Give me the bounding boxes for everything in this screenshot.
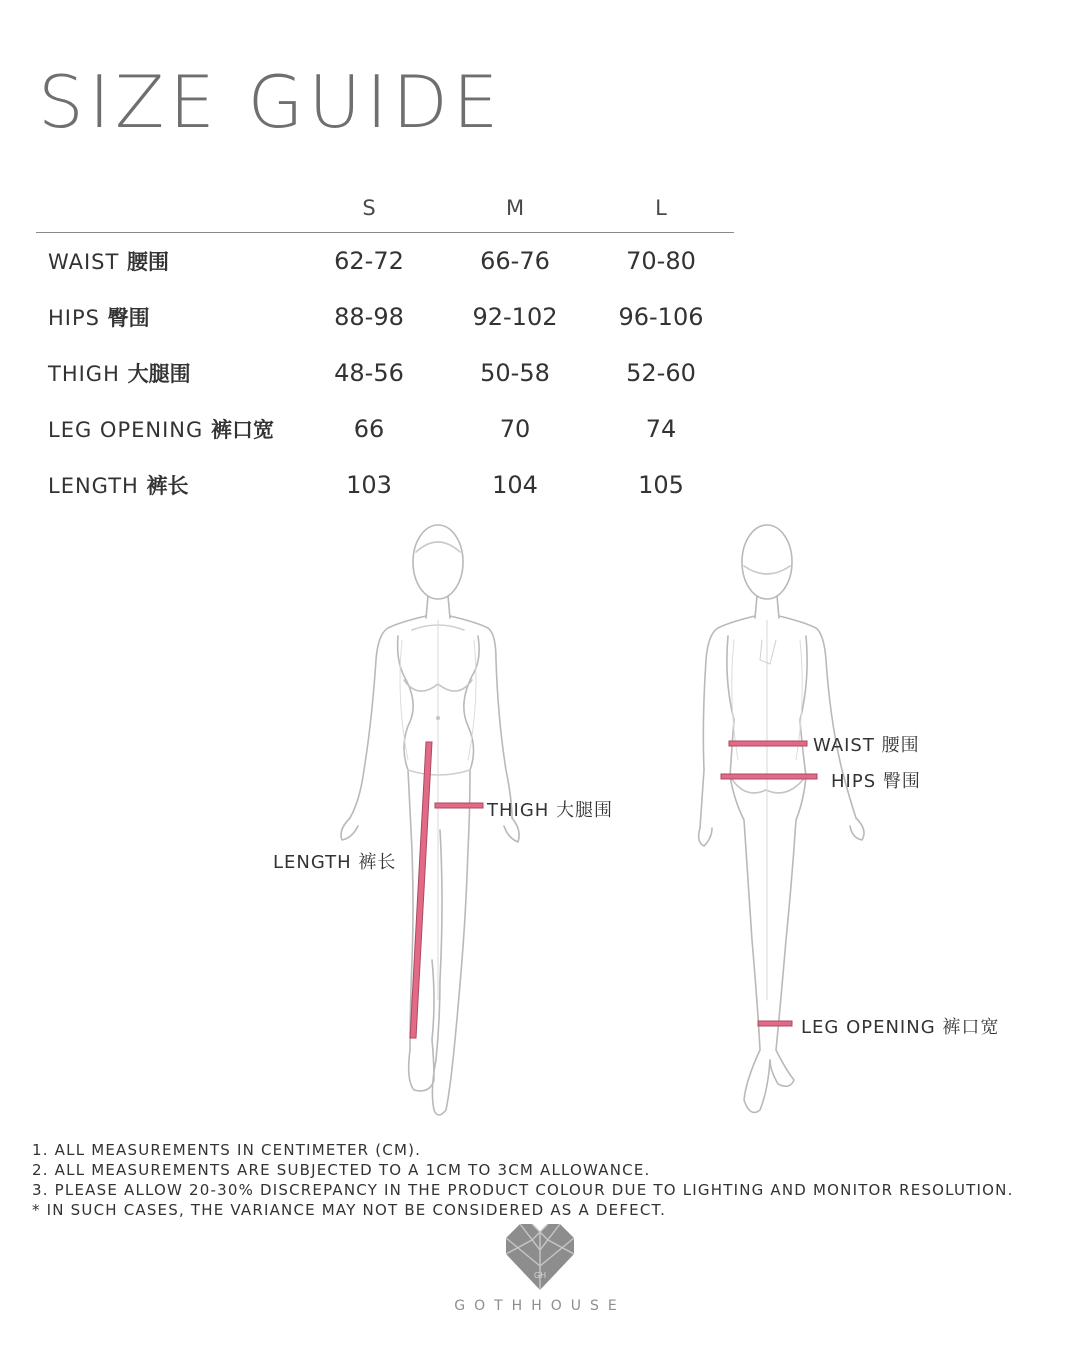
waist-label: WAIST 腰围 bbox=[813, 735, 920, 756]
note-item: * IN SUCH CASES, THE VARIANCE MAY NOT BE CONSIDERED AS A DEFECT. bbox=[32, 1201, 667, 1219]
table-cell: 52-60 bbox=[626, 359, 696, 387]
table-cell: 88-98 bbox=[334, 303, 404, 331]
row-label bbox=[36, 345, 296, 401]
table-cell: 66 bbox=[353, 415, 385, 443]
table-header-row bbox=[36, 188, 734, 233]
row-label-en: THIGH bbox=[48, 362, 120, 386]
header-size-m: M bbox=[442, 188, 588, 233]
table-cell: 70-80 bbox=[626, 247, 696, 275]
row-label-en: WAIST bbox=[48, 250, 120, 274]
note-item: 3. PLEASE ALLOW 20-30% DISCREPANCY IN THE PRODUCT COLOUR DUE TO LIGHTING AND MONITOR RESOLUTION. bbox=[32, 1181, 1014, 1199]
waist-marker bbox=[729, 741, 807, 746]
table-row-waist bbox=[36, 233, 734, 290]
table-row-leg-opening bbox=[36, 401, 734, 457]
table-cell: 104 bbox=[492, 471, 538, 499]
header-size-s: S bbox=[296, 188, 442, 233]
table-cell: 92-102 bbox=[472, 303, 558, 331]
heart-logo-icon bbox=[502, 1220, 578, 1294]
note-item: 2. ALL MEASUREMENTS ARE SUBJECTED TO A 1CM TO 3CM ALLOWANCE. bbox=[32, 1161, 651, 1179]
table-row-hips bbox=[36, 289, 734, 345]
hips-marker bbox=[721, 774, 817, 779]
logo-monogram: GH bbox=[533, 1271, 547, 1280]
table-cell: 103 bbox=[346, 471, 392, 499]
row-label-cn: 裤长 bbox=[146, 474, 189, 498]
leg-opening-marker bbox=[758, 1021, 792, 1026]
table-cell: 74 bbox=[645, 415, 677, 443]
row-label bbox=[36, 289, 296, 345]
table-cell: 66-76 bbox=[480, 247, 550, 275]
row-label-en: HIPS bbox=[48, 306, 100, 330]
table-cell: 96-106 bbox=[618, 303, 704, 331]
brand-name: GOTHHOUSE bbox=[454, 1298, 626, 1314]
row-label-cn: 腰围 bbox=[127, 250, 170, 274]
length-marker bbox=[410, 742, 432, 1038]
table-cell: 62-72 bbox=[334, 247, 404, 275]
row-label bbox=[36, 457, 296, 513]
table-row-thigh bbox=[36, 345, 734, 401]
header-empty-cell bbox=[36, 188, 296, 233]
table-cell: 70 bbox=[499, 415, 531, 443]
row-label-cn: 裤口宽 bbox=[210, 418, 274, 442]
thigh-marker bbox=[435, 803, 483, 808]
table-cell: 50-58 bbox=[480, 359, 550, 387]
table-cell: 105 bbox=[638, 471, 684, 499]
notes-list bbox=[32, 1140, 1014, 1220]
hips-label: HIPS 臀围 bbox=[831, 771, 921, 792]
row-label-en: LENGTH bbox=[48, 474, 139, 498]
row-label bbox=[36, 233, 296, 290]
leg-opening-label: LEG OPENING 裤口宽 bbox=[801, 1017, 1000, 1038]
thigh-label: THIGH 大腿围 bbox=[487, 800, 614, 821]
size-table bbox=[36, 188, 734, 513]
row-label bbox=[36, 401, 296, 457]
page-title: SIZE GUIDE bbox=[38, 60, 504, 144]
table-cell: 48-56 bbox=[334, 359, 404, 387]
length-label: LENGTH 裤长 bbox=[273, 852, 397, 873]
header-size-l: L bbox=[588, 188, 734, 233]
table-row-length bbox=[36, 457, 734, 513]
row-label-cn: 臀围 bbox=[107, 306, 150, 330]
row-label-en: LEG OPENING bbox=[48, 418, 204, 442]
row-label-cn: 大腿围 bbox=[127, 362, 191, 386]
note-item: 1. ALL MEASUREMENTS IN CENTIMETER (CM). bbox=[32, 1141, 422, 1159]
